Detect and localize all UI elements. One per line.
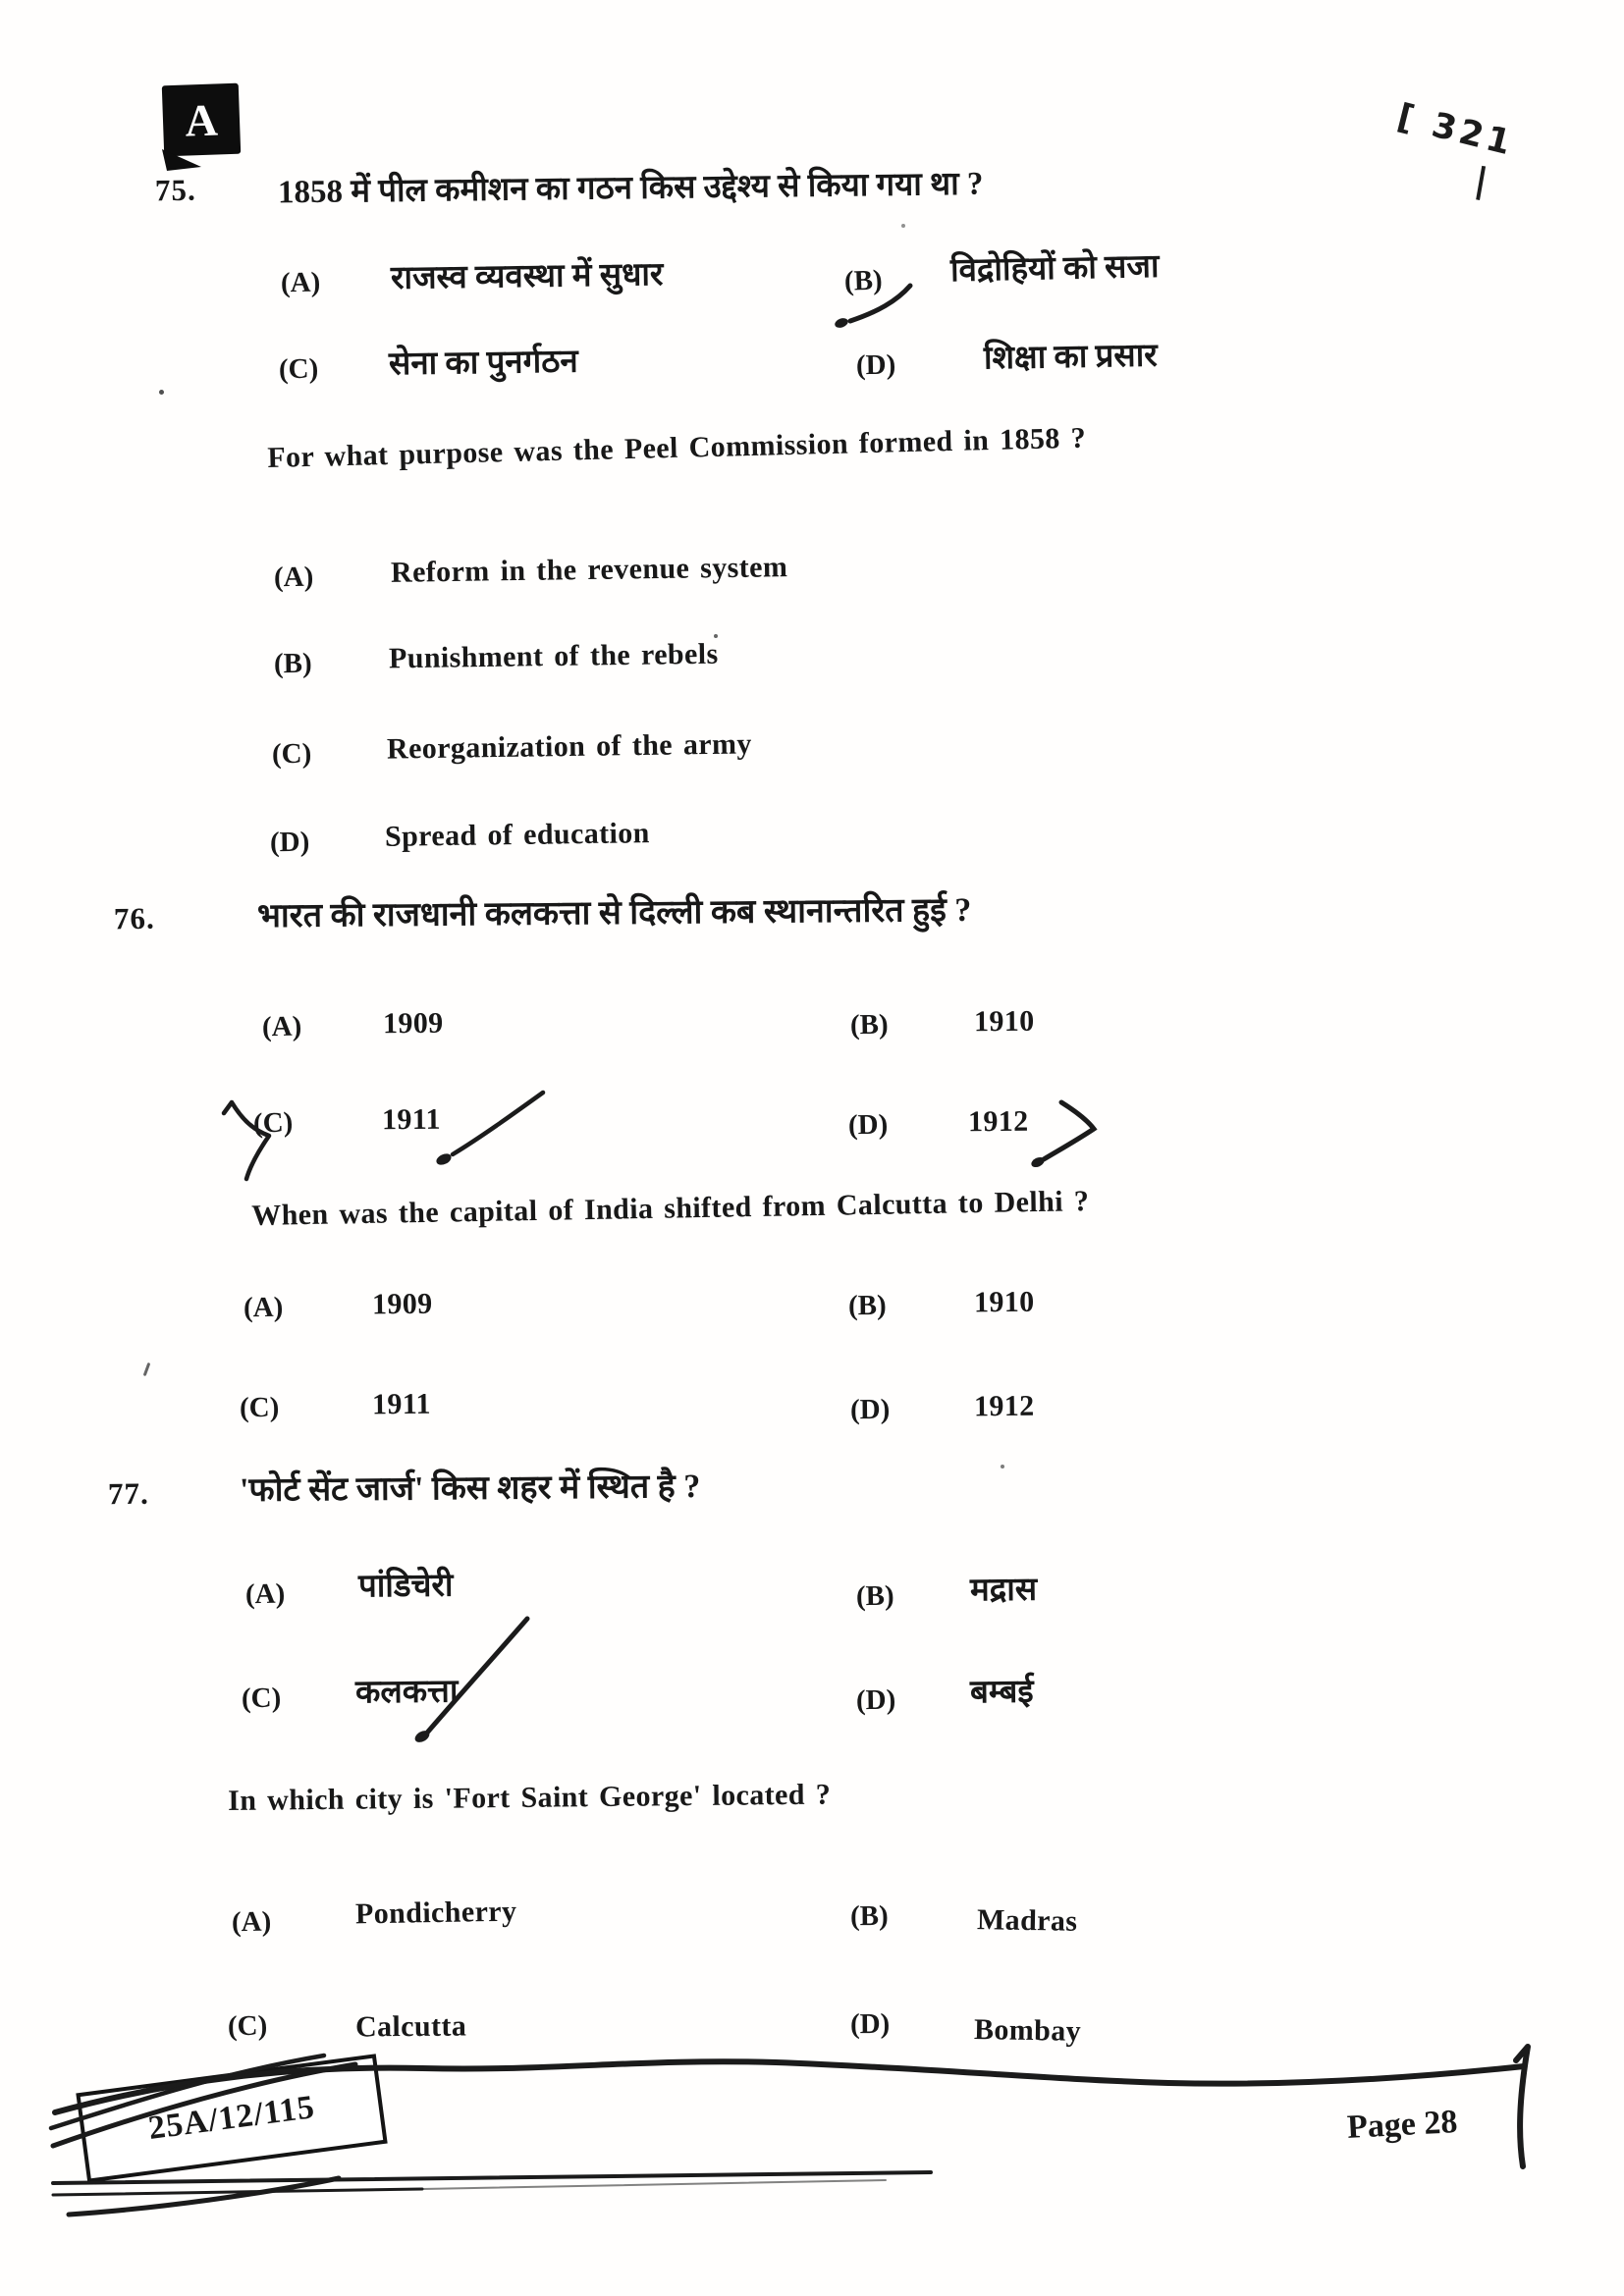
q76-hindi-option-d-text: 1912 bbox=[967, 1104, 1029, 1139]
q76-number: 76. bbox=[113, 900, 156, 936]
q77-english-question: In which city is 'Fort Saint George' located ? bbox=[227, 1778, 832, 1817]
q75-hindi-option-a-label: (A) bbox=[280, 266, 321, 299]
q76-english-option-c-label: (C) bbox=[239, 1391, 280, 1424]
q77-hindi-option-c-label: (C) bbox=[241, 1682, 282, 1715]
corner-serial-mark: [ 321 bbox=[1393, 96, 1519, 165]
pen-ink-blob bbox=[1030, 1155, 1046, 1169]
q76-hindi-option-c-text: 1911 bbox=[381, 1102, 442, 1137]
q75-hindi-option-c-label: (C) bbox=[278, 352, 319, 386]
pen-ink-blob bbox=[834, 316, 849, 329]
booklet-set-letter: A bbox=[184, 93, 219, 146]
q77-hindi-option-c-text: कलकत्ता bbox=[354, 1674, 459, 1711]
q77-hindi-option-d-label: (D) bbox=[855, 1683, 896, 1717]
q77-number: 77. bbox=[107, 1475, 149, 1512]
q77-english-option-b-label: (B) bbox=[849, 1899, 889, 1933]
q77-english-option-d-label: (D) bbox=[849, 2007, 891, 2041]
q75-english-option-a-label: (A) bbox=[273, 561, 314, 594]
pen-ink-blob bbox=[413, 1729, 432, 1745]
bottom-rule-line-1 bbox=[53, 2172, 931, 2183]
pen-slash-q76-1911 bbox=[453, 1093, 543, 1154]
pen-angle-slash-q76-1912 bbox=[1044, 1102, 1094, 1159]
q77-hindi-option-b-text: मद्रास bbox=[969, 1572, 1038, 1609]
booklet-code: 25A/12/115 bbox=[145, 2089, 317, 2147]
q75-number: 75. bbox=[154, 172, 197, 208]
q75-hindi-option-c-text: सेना का पुनर्गठन bbox=[388, 344, 578, 383]
q75-english-option-d-label: (D) bbox=[269, 826, 310, 859]
q75-hindi-question: 1858 में पील कमीशन का गठन किस उद्देश्य से किया गया था ? bbox=[277, 166, 984, 211]
corner-serial-mark-tail: | bbox=[1471, 160, 1495, 203]
q76-english-option-b-text: 1910 bbox=[973, 1285, 1035, 1319]
q77-english-option-a-label: (A) bbox=[231, 1905, 272, 1939]
q75-english-option-b-text: Punishment of the rebels bbox=[388, 637, 719, 675]
q77-english-option-c-text: Calcutta bbox=[354, 2009, 467, 2044]
ink-speck bbox=[159, 390, 164, 395]
q76-hindi-option-b-label: (B) bbox=[849, 1008, 889, 1041]
booklet-code-box bbox=[76, 2054, 387, 2182]
q76-english-question: When was the capital of India shifted from Calcutta to Delhi ? bbox=[250, 1185, 1090, 1232]
q76-hindi-option-d-label: (D) bbox=[847, 1108, 889, 1142]
q75-english-question: For what purpose was the Peel Commission formed in 1858 ? bbox=[266, 421, 1087, 474]
q77-english-option-a-text: Pondicherry bbox=[354, 1895, 517, 1931]
footer-under-box-stroke bbox=[69, 2178, 339, 2215]
q75-english-option-c-text: Reorganization of the army bbox=[386, 727, 753, 766]
q75-hindi-option-d-label: (D) bbox=[855, 348, 896, 382]
q76-hindi-option-a-label: (A) bbox=[261, 1010, 302, 1043]
q77-english-option-d-text: Bombay bbox=[973, 2013, 1082, 2048]
q77-hindi-option-b-label: (B) bbox=[855, 1579, 894, 1613]
pen-stroke-beside-page-number bbox=[1516, 2047, 1528, 2166]
bottom-rule-line-2-faint bbox=[422, 2180, 886, 2189]
q75-english-option-a-text: Reform in the revenue system bbox=[390, 551, 788, 589]
q76-english-option-c-text: 1911 bbox=[371, 1387, 432, 1421]
q77-hindi-question: 'फोर्ट सेंट जार्ज' किस शहर में स्थित है ? bbox=[239, 1468, 701, 1510]
q77-hindi-option-a-label: (A) bbox=[244, 1577, 286, 1611]
q76-hindi-option-c-label: (C) bbox=[252, 1106, 294, 1140]
q76-english-option-a-label: (A) bbox=[243, 1291, 284, 1324]
booklet-set-badge bbox=[162, 83, 241, 157]
q76-hindi-option-a-text: 1909 bbox=[382, 1006, 444, 1041]
q75-hindi-option-b-label: (B) bbox=[843, 264, 884, 297]
q77-hindi-option-a-text: पांडिचेरी bbox=[357, 1568, 454, 1605]
ink-speck bbox=[714, 634, 718, 638]
q75-hindi-option-a-text: राजस्व व्यवस्था में सुधार bbox=[390, 257, 664, 296]
q77-hindi-option-d-text: बम्बई bbox=[969, 1674, 1034, 1711]
q75-hindi-option-b-text: विद्रोहियों को सजा bbox=[949, 248, 1160, 290]
q77-english-option-c-label: (C) bbox=[227, 2009, 268, 2043]
q76-english-option-b-label: (B) bbox=[847, 1289, 887, 1322]
q76-english-option-d-text: 1912 bbox=[973, 1389, 1035, 1423]
q77-english-option-b-text: Madras bbox=[976, 1903, 1078, 1938]
ink-speck bbox=[143, 1362, 151, 1376]
q76-hindi-question: भारत की राजधानी कलकत्ता से दिल्ली कब स्थानान्तरित हुई ? bbox=[256, 891, 972, 935]
q76-english-option-a-text: 1909 bbox=[371, 1287, 433, 1321]
q76-english-option-d-label: (D) bbox=[849, 1393, 891, 1426]
q75-english-option-b-label: (B) bbox=[273, 647, 312, 680]
ink-speck bbox=[901, 224, 905, 228]
ink-speck bbox=[1001, 1465, 1004, 1468]
page-number-label: Page 28 bbox=[1346, 2104, 1459, 2146]
q75-hindi-option-d-text: शिक्षा का प्रसार bbox=[983, 338, 1159, 377]
q76-hindi-option-b-text: 1910 bbox=[973, 1004, 1035, 1039]
bottom-rule-line-2 bbox=[53, 2189, 422, 2195]
pen-ink-blob bbox=[435, 1151, 454, 1167]
q75-english-option-c-label: (C) bbox=[271, 737, 312, 771]
q75-english-option-d-text: Spread of education bbox=[384, 817, 650, 853]
